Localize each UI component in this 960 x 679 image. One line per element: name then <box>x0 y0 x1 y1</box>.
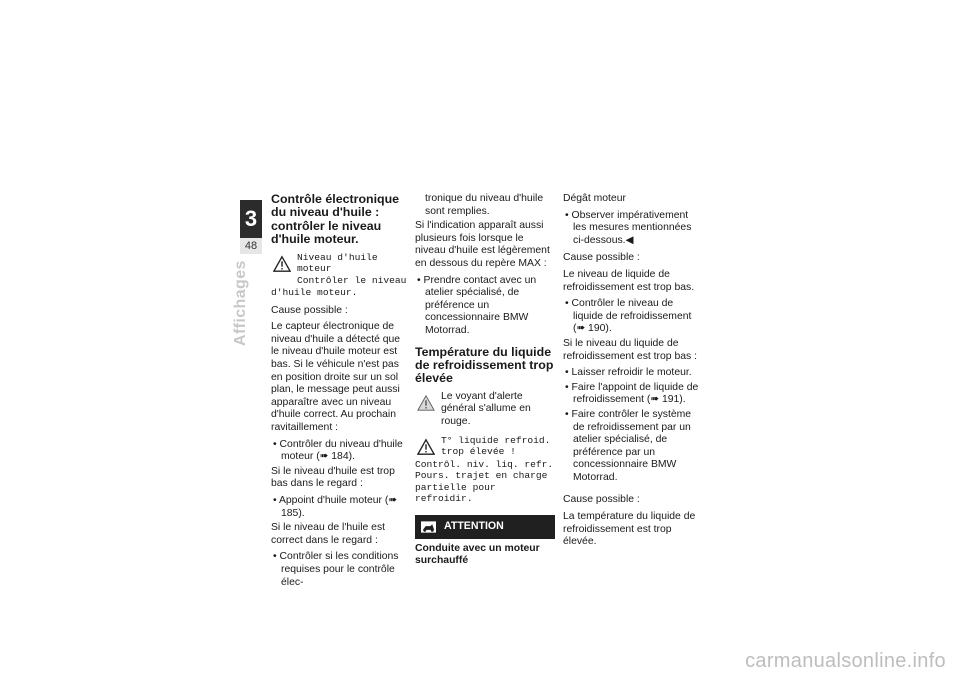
column-3 <box>563 193 699 553</box>
chapter-number: 3 <box>240 200 262 238</box>
warning-triangle-icon <box>417 438 435 456</box>
warning-triangle-icon <box>273 255 291 273</box>
paragraph: Le niveau de liquide de refroidissement est trop bas. <box>563 268 695 293</box>
section-title: Affichages <box>232 260 249 346</box>
paragraph: Si le niveau de l'huile est correct dans le regard : <box>271 522 386 546</box>
warning-line: trop élevée ! <box>441 446 516 458</box>
paragraph: Le capteur électronique de niveau d'huile a détecté que le niveau d'huile moteur est bas. Si le véhicule n'est pas en position droite sur un sol plan, le message peut aussi apparaître avec un niveau d'huile correct. Au prochain ravitaillement : <box>271 321 401 433</box>
heading-coolant-temperature: Température du liquide de refroidissement trop élevée <box>415 344 554 386</box>
warning-lamp-icon <box>417 394 435 412</box>
column-2 <box>415 193 555 568</box>
heading-oil-level: Contrôle électronique du niveau d'huile : contrôler le niveau d'huile moteur. <box>271 192 400 247</box>
paragraph: Si le niveau du liquide de refroidissement est trop bas : <box>563 337 697 362</box>
warning-line: T° liquide refroid. <box>441 434 551 446</box>
cause-label: Cause possible : <box>563 494 640 506</box>
warning-line: Niveau d'huile moteur <box>297 251 378 275</box>
list-item: • Contrôler le niveau de liquide de refroidissement (➠ 190). <box>563 298 699 336</box>
motorcycle-warning-icon <box>421 521 436 533</box>
watermark: carmanualsonline.info <box>745 650 946 672</box>
warning-line: Contrôl. niv. liq. refr. <box>415 458 554 470</box>
warning-line: Contrôler le niveau <box>297 274 407 286</box>
warning-message <box>415 435 555 458</box>
page-number: 48 <box>240 238 262 254</box>
paragraph: Si le niveau d'huile est trop bas dans le regard : <box>271 465 395 490</box>
paragraph: Dégât moteur <box>563 193 626 204</box>
paragraph: La température du liquide de refroidissement est trop élevée. <box>563 511 696 548</box>
paragraph: Si l'indication apparaît aussi plusieurs fois lorsque le niveau d'huile est légèrement en dessous du repère MAX : <box>415 220 550 269</box>
warning-lamp-note <box>415 391 555 429</box>
list-item: • Faire contrôler le système de refroidissement par un atelier spécialisé, de préférence par un concessionnaire BMW Motorrad. <box>563 409 699 485</box>
paragraph: Le voyant d'alerte général s'allume en rouge. <box>441 390 531 427</box>
warning-message <box>271 252 411 287</box>
list-item: • Appoint d'huile moteur (➠ 185). <box>271 495 411 520</box>
list-item: • Prendre contact avec un atelier spécialisé, de préférence un concessionnaire BMW Motorrad. <box>415 275 555 338</box>
warning-line: partielle pour refroidir. <box>415 481 496 505</box>
list-item: • Faire l'appoint de liquide de refroidissement (➠ 191). <box>563 382 699 407</box>
cause-label: Cause possible : <box>271 304 348 316</box>
list-item: • Observer impérativement les mesures mentionnées ci-dessous.◀ <box>563 210 699 248</box>
list-item: • Laisser refroidir le moteur. <box>563 367 699 380</box>
list-item: • Contrôler si les conditions requises pour le contrôle élec- <box>271 551 411 589</box>
cause-label: Cause possible : <box>563 252 640 264</box>
list-item: • Contrôler du niveau d'huile moteur (➠ 184). <box>271 439 411 464</box>
attention-text: Conduite avec un moteur surchauffé <box>415 542 540 567</box>
list-item-continued: tronique du niveau d'huile sont remplies. <box>425 193 544 217</box>
attention-label: ATTENTION <box>444 520 504 533</box>
column-1 <box>271 193 411 591</box>
attention-banner <box>415 515 555 539</box>
warning-line: Pours. trajet en charge <box>415 470 548 482</box>
warning-line: d'huile moteur. <box>271 287 358 299</box>
chapter-marker <box>240 200 262 254</box>
